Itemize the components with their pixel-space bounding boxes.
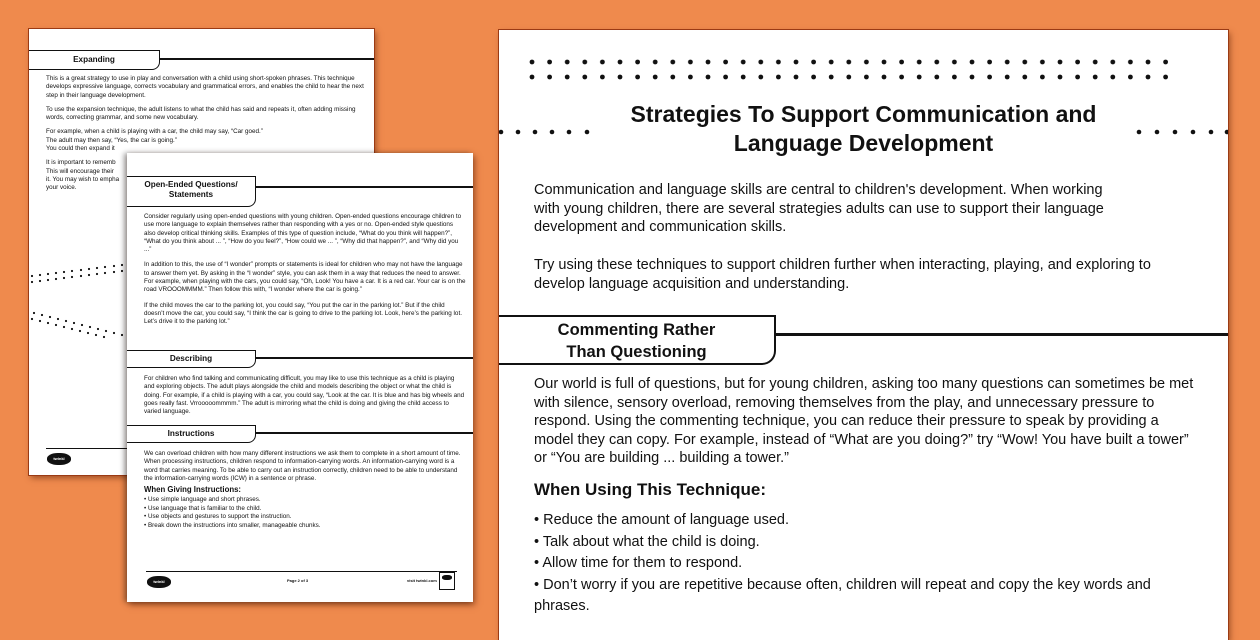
list-item: • Use objects and gestures to support the instruction. bbox=[144, 513, 466, 522]
page-number: Page 2 of 3 bbox=[287, 578, 309, 583]
subheading: When Giving Instructions: bbox=[144, 485, 242, 495]
section-title-line: Commenting Rather bbox=[557, 321, 716, 339]
paragraph: The adult may then say, “Yes, the car is going.” bbox=[46, 136, 177, 144]
list-item: • Don’t worry if you are repetitive because often, children will repeat and copy the key words and phrases. bbox=[534, 575, 1194, 618]
paragraph: This will encourage their bbox=[46, 167, 114, 175]
describing-body bbox=[144, 375, 466, 416]
section-title-line: Than Questioning bbox=[566, 343, 707, 361]
list-item: • Talk about what the child is doing. bbox=[534, 532, 1194, 554]
front-worksheet-page bbox=[499, 30, 1228, 640]
paragraph: it. You may wish to empha bbox=[46, 175, 120, 183]
section-title: Describing bbox=[169, 354, 213, 363]
paragraph: Consider regularly using open-ended questions with young children. Open-ended questions encourage children to use more language to explain themselves rather than responding with a yes or no. Open-ended style questions also develop critical thinking skills. Examples of this type of question include, “What do you think will happen?”, “What do you think about ... ”, “How do you feel?”, “How could we ... ”, “Why did that happen?”, and “Why did you ...” bbox=[144, 213, 462, 254]
paragraph: If the child moves the car to the parking lot, you could say, “You put the car in the parking lot.” But if the child doesn’t move the car, you could say, “I think the car is going to drive to the parking lot. Look, here’s the parking lot. Let’s drive it to the parking lot.” bbox=[144, 301, 462, 326]
section-title: Expanding bbox=[73, 55, 115, 64]
paragraph: It is important to rememb bbox=[46, 159, 116, 167]
technique-bullets bbox=[534, 510, 1194, 618]
quality-badge-icon bbox=[439, 572, 455, 590]
tab-divider bbox=[255, 432, 473, 434]
section-tab-open-ended bbox=[127, 176, 256, 207]
list-item: • Use language that is familiar to the child. bbox=[144, 505, 466, 514]
section-tab-expanding bbox=[29, 50, 160, 70]
twinkl-logo-icon bbox=[47, 453, 71, 465]
paragraph: For example, when a child is playing with a car, the child may say, “Car goed.” bbox=[46, 128, 263, 136]
instructions-body bbox=[144, 450, 466, 531]
paragraph: You could then expand it bbox=[46, 145, 115, 153]
section-tab-instructions bbox=[127, 425, 256, 443]
section-title-line: Statements bbox=[168, 190, 214, 199]
paragraph: your voice. bbox=[46, 184, 77, 192]
intro-paragraph: Communication and language skills are central to children's development. When working with young children, there are several strategies adults can use to support their language development and communication skills. bbox=[534, 182, 1104, 235]
open-ended-body bbox=[144, 213, 466, 327]
section-paragraph: Our world is full of questions, but for young children, asking too many questions can sometimes be met with silence, sensory overload, removing themselves from the play, and unnecessary pressure to respond. Using the commenting technique, you can reduce their pressure to speak by providing a model they can copy. For example, instead of “What are you doing?” try “Wow! You have built a tower” or “You are building ... building a tower.” bbox=[534, 376, 1194, 466]
instruction-bullets bbox=[144, 496, 466, 530]
middle-worksheet-page bbox=[127, 153, 473, 602]
twinkl-logo-icon bbox=[147, 576, 171, 588]
section-tab-commenting bbox=[499, 315, 776, 365]
tab-divider bbox=[255, 186, 473, 188]
section-tab-describing bbox=[127, 350, 256, 368]
site-link[interactable]: visit twinkl.com bbox=[407, 578, 437, 583]
dotted-decoration bbox=[29, 259, 129, 339]
list-item: • Use simple language and short phrases. bbox=[144, 496, 466, 505]
logo-text: twinkl bbox=[53, 456, 65, 461]
title-line: Strategies To Support Communication and bbox=[630, 101, 1097, 127]
paragraph: We can overload children with how many different instructions we ask them to complete in a short amount of time. When processing instructions, children respond to information-carrying words. An information-carrying word is a word that carries meaning. To be able to carry out an instruction correctly, children need to be able to understand the information-carrying words (ICW) in a sentence or phrase. bbox=[144, 450, 461, 482]
tab-divider bbox=[255, 357, 473, 359]
footer-divider bbox=[146, 571, 457, 572]
logo-text: twinkl bbox=[153, 579, 165, 584]
paragraph: For children who find talking and communicating difficult, you may like to use this technique as a child is playing and exploring objects. The adult plays alongside the child and models describing the object or what the child is doing. For example, if a child is playing with a car, you could say, “Look at the car. It is blue and has big wheels and goes really fast. Vrrooooommmm.” The adult is mirroring what the child is doing and giving the child access to varied language. bbox=[144, 375, 465, 416]
list-item: • Allow time for them to respond. bbox=[534, 553, 1194, 575]
dotted-decoration-top bbox=[529, 58, 1169, 82]
intro-paragraph: Try using these techniques to support children further when interacting, playing, and exploring to develop language acquisition and understanding. bbox=[534, 257, 1151, 292]
tab-divider bbox=[159, 58, 374, 60]
title-line: Language Development bbox=[733, 130, 994, 156]
subheading: When Using This Technique: bbox=[534, 480, 767, 499]
page-title bbox=[499, 100, 1228, 158]
paragraph: This is a great strategy to use in play and conversation with a child using short-spoken phrases. This technique develops expressive language, corrects vocabulary and grammatical errors, and enables the child to hear the next step in their language development. bbox=[46, 75, 364, 99]
section-title: Instructions bbox=[167, 429, 215, 438]
paragraph: In addition to this, the use of “I wonder” prompts or statements is ideal for children who may not have the language to answer them yet. By asking in the “I wonder” style, you can ask them in a way that reduces the need to answer. For example, when playing with the cars, you could say, “Oh, Look! You have a car. It is a red car. Your car is on the road VROOOMMMM.” Then follow this with, “I wonder where the car is going.” bbox=[144, 261, 466, 294]
tab-divider bbox=[776, 333, 1228, 336]
paragraph: To use the expansion technique, the adult listens to what the child has said and repeats it, often adding missing words, correcting grammar, and some new vocabulary. bbox=[46, 105, 356, 122]
list-item: • Break down the instructions into smaller, manageable chunks. bbox=[144, 522, 466, 531]
section-title-line: Open-Ended Questions/ bbox=[144, 180, 238, 189]
list-item: • Reduce the amount of language used. bbox=[534, 510, 1194, 532]
